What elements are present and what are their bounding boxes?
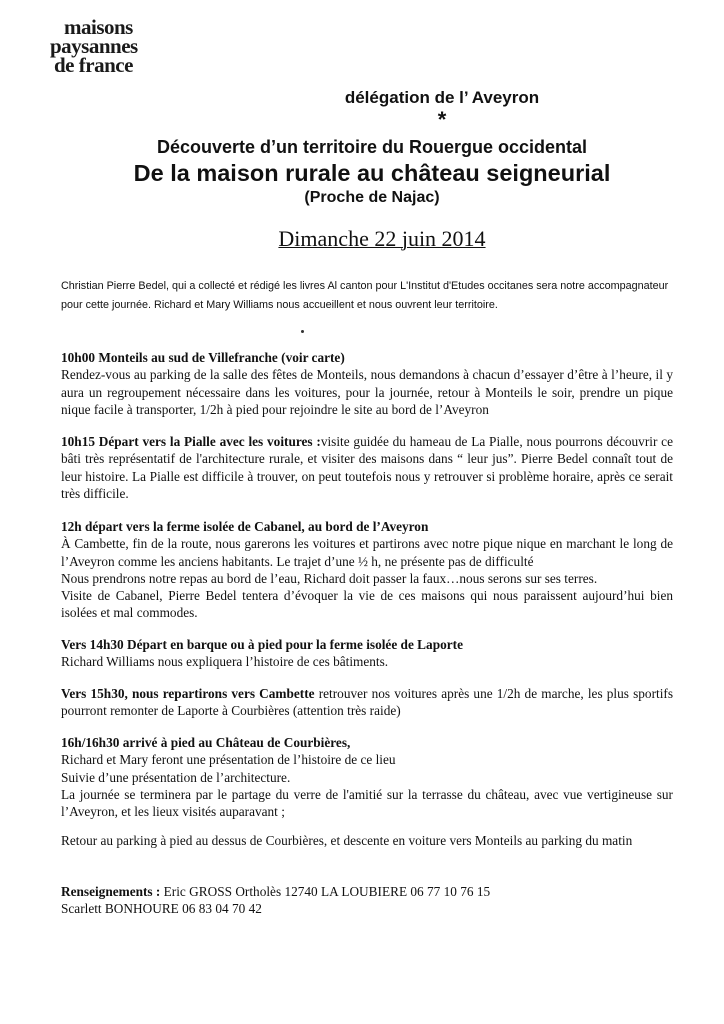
program-text: Suivie d’une présentation de l’architecture. — [61, 769, 291, 785]
program-text: Richard et Mary feront une présentation de l’histoire de ce lieu — [61, 752, 396, 768]
program-heading: 12h départ vers la ferme isolée de Cabanel, au bord de l’Aveyron — [61, 519, 429, 534]
program-text: Visite de Cabanel, Pierre Bedel tentera d’évoquer la vie de ces maisons qui nous paraissent aujourd’hui bien isolées et mal commodes. — [61, 588, 673, 621]
program-text: À Cambette, fin de la route, nous garerons les voitures et partirons avec notre pique nique en marchant le long de l’Aveyron comme les anciens habitants. Le trajet d’une ½ h, ne présente pas de difficulté — [61, 536, 673, 569]
contact-line-2: Scarlett BONHOURE 06 83 04 70 42 — [61, 901, 262, 917]
program-item-1000 — [61, 349, 673, 418]
program-item-1430 — [61, 636, 673, 671]
event-subtitle: Découverte d’un territoire du Rouergue occidental — [156, 137, 588, 157]
program-text: retrouver nos voitures après une 1/2h de marche, les plus sportifs pourront remonter de Laporte à Courbières (attention très raide) — [61, 686, 673, 719]
contact-block — [61, 883, 673, 918]
stray-dot — [301, 330, 304, 333]
event-title: De la maison rurale au château seigneurial — [133, 160, 611, 186]
program-text: Retour au parking à pied au dessus de Courbières, et descente en voiture vers Monteils au parking du matin — [61, 833, 633, 848]
logo-line-2: paysannes — [50, 34, 138, 58]
program-item-return — [61, 832, 673, 849]
program-item-1600 — [61, 734, 673, 820]
event-location: (Proche de Najac) — [304, 189, 440, 206]
program-text: Nous prendrons notre repas au bord de l’eau, Richard doit passer la faux…nous serons sur ses terres. — [61, 570, 598, 586]
program-item-1530 — [61, 685, 673, 720]
program-heading: Vers 14h30 Départ en barque ou à pied pour la ferme isolée de Laporte — [61, 637, 463, 652]
program-item-1200 — [61, 518, 673, 622]
contact-label: Renseignements : — [61, 884, 161, 899]
program-text: La journée se terminera par le partage du verre de l'amitié sur la terrasse du château, avec vue vertigineuse sur l’Aveyron, et les lieux visités auparavant ; — [61, 786, 673, 820]
program-heading: 16h/16h30 arrivé à pied au Château de Courbières, — [61, 735, 351, 750]
logo — [50, 15, 138, 77]
program-heading: 10h00 Monteils au sud de Villefranche (voir carte) — [61, 350, 345, 365]
event-date: Dimanche 22 juin 2014 — [278, 226, 486, 251]
logo-line-1: maisons — [64, 15, 133, 39]
intro-paragraph: Christian Pierre Bedel, qui a collecté et rédigé les livres Al canton pour L'Institut d'Etudes occitanes sera notre accompagnateur pour cette journée. Richard et Mary Williams nous accueillent et nous ouvrent leur territoire. — [61, 280, 669, 311]
separator-star: * — [437, 107, 447, 132]
program-heading: 10h15 Départ vers la Pialle avec les voitures : — [61, 434, 321, 449]
program-text: Rendez-vous au parking de la salle des fêtes de Monteils, nous demandons à chacun d’essayer d’être à l’heure, il y aura un regroupement nécessaire dans les voitures, pour la journée, retour à Monteils le soir, prendre un pique nique facile à transporter, 1/2h à pied pour rejoindre le site au bord de l’Aveyron — [61, 367, 673, 417]
logo-line-3: de france — [54, 53, 133, 77]
delegation-heading: délégation de l’ Aveyron — [344, 88, 540, 107]
program-text: Richard Williams nous expliquera l’histoire de ces bâtiments. — [61, 654, 389, 670]
program-item-1015 — [61, 433, 673, 502]
program-heading: Vers 15h30, nous repartirons vers Cambette — [61, 686, 315, 701]
contact-line-1: Eric GROSS Ortholès 12740 LA LOUBIERE 06 77 10 76 15 — [163, 884, 491, 899]
program-text: visite guidée du hameau de La Pialle, nous pourrons découvrir ce bâti très représentatif de l'architecture rurale, et visiter des maisons dans “ leur jus”. Pierre Bedel connaît tout de leur histoire. La Pialle est difficile à trouver, on peut toutefois nous y retrouver si problème horaire, après ce serait très difficile. — [61, 434, 673, 501]
